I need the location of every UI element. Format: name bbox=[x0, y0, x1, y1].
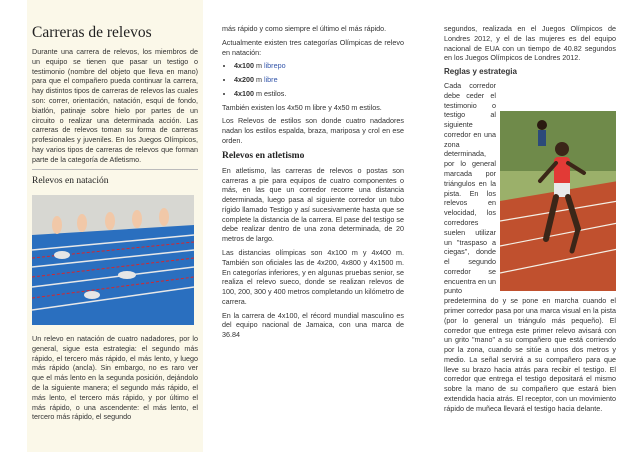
page-title: Carreras de relevos bbox=[32, 24, 152, 41]
column-3 bbox=[444, 0, 616, 452]
link[interactable]: libre bbox=[263, 75, 278, 85]
link[interactable]: librepo bbox=[263, 61, 286, 71]
athletics-paragraph-2: Las distancias olímpicas son 4x100 m y 4x400 m. También son oficiales las de 4x200, 4x800 y 4x1500 m. En categorías inferiores, y en algunas pruebas senior, se realiza el relevo sueco, donde se realizan relevos de 100, 200, 300 y 400 metros completando un kilómetro de carrera. bbox=[222, 247, 404, 306]
intro-paragraph: Durante una carrera de relevos, los miembros de un equipo se tienen que pasar un testigo o testimonio (nombre del objeto que lleva en mano) para que el compañero pueda continuar la carrera, hay distintos tipos de carreras de relevos las cuales son: correr, orientación, natación, esquí de fondo, biatlón, patinaje sobre hielo por partes de un circuito o realizar una determinada acción. Las carreras de relevos toman su forma de carreras profesionales y juveniles. En los Juegos Olímpicos, hay varios tipos de carreras de relevos que forman parte de la categoría de Atletismo. bbox=[32, 47, 198, 164]
continued-paragraph: más rápido y como siempre el último el más rápido. bbox=[222, 24, 387, 33]
athletics-paragraph-3: En la carrera de 4x100, el récord mundial masculino es del equipo nacional de Jamaica, con una marca de 36.84 bbox=[222, 310, 404, 340]
also-paragraph: También existen los 4x50 m libre y 4x50 m estilos. bbox=[222, 102, 382, 112]
categories-intro: Actualmente existen tres categorías Olímpicas de relevo en natación: bbox=[222, 37, 404, 57]
column-1 bbox=[27, 0, 203, 452]
rules-paragraph: Cada corredor debe ceder el testimonio o testigo al siguiente corredor en una zona determinada, por lo general marcada por triángulos en la pista. En los relevos en velocidad, los corredores suelen utilizar un "traspaso a ciegas", donde el segundo corredor se encuentra en un punto predetermina do y se pone en marcha cuando el primer corredor pasa por una marca visual en la pista (por lo general un triángulo más pequeño). El corredor que entrega este primer relevo avisará con un grito "mano" a su compañero que está corriendo por la zona, cuando se sitúe a unos dos metros y medio. La señal servirá a su compañero para que lleve su brazo hacia atrás para recibir el testigo. El corredor que entrega el testigo depositará el mismo sobre la mano de su compañero que estará bien extendida hacia atrás. El receptor, con un movimiento rápido de muñeca llevará el testigo hacia delante. bbox=[444, 81, 616, 413]
runner-image bbox=[500, 111, 616, 291]
divider bbox=[32, 169, 198, 170]
styles-paragraph: Los Relevos de estilos son donde cuatro nadadores nadan los estilos espalda, braza, mariposa y crol en ese orden. bbox=[222, 116, 404, 146]
list-item: • 4x100 m librepo bbox=[234, 61, 404, 71]
swim-paragraph: Un relevo en natación de cuatro nadadores, por lo general, sigue esta estrategia: el segundo más rápido, el tercero más rápido, el más lento, y luego más rápido (ancla). Sin embargo, no es raro ver que el más lento en la segunda posición, dejándolo de la siguiente manera; el segundo más rápido, el más lento, el tercero más rápido, y por último el más rápido, o una ascendente: el más lento, el tercero más rápido, el segundo bbox=[32, 334, 198, 422]
records-paragraph: segundos, realizada en el Juegos Olímpicos de Londres 2012, y el de las mujeres es del equipo nacional de EUA con un tiempo de 40.82 segundos en los Juegos Olímpicos de Londres 2012. bbox=[444, 24, 616, 63]
list-item: • 4x200 m libre bbox=[234, 75, 404, 85]
swimming-pool-image bbox=[32, 195, 194, 325]
list-item: • 4x100 m estilos. bbox=[234, 89, 404, 99]
athletics-heading: Relevos en atletismo bbox=[222, 150, 305, 161]
rules-heading: Reglas y estrategia bbox=[444, 67, 517, 77]
swim-heading: Relevos en natación bbox=[32, 176, 109, 187]
column-2 bbox=[222, 0, 404, 452]
categories-list bbox=[222, 61, 404, 98]
athletics-paragraph-1: En atletismo, las carreras de relevos o postas son carreras a pie para equipos de cuatro componentes o más, en las que un corredor recorre una distancia determinada, luego pasa al siguiente corredor un tubo rígido llamado Testigo y así sucesivamente hasta que se complete la distancia de la carrera. El pase del testigo se debe realizar dentro de una zona determinada, de 20 metros de largo. bbox=[222, 165, 404, 244]
